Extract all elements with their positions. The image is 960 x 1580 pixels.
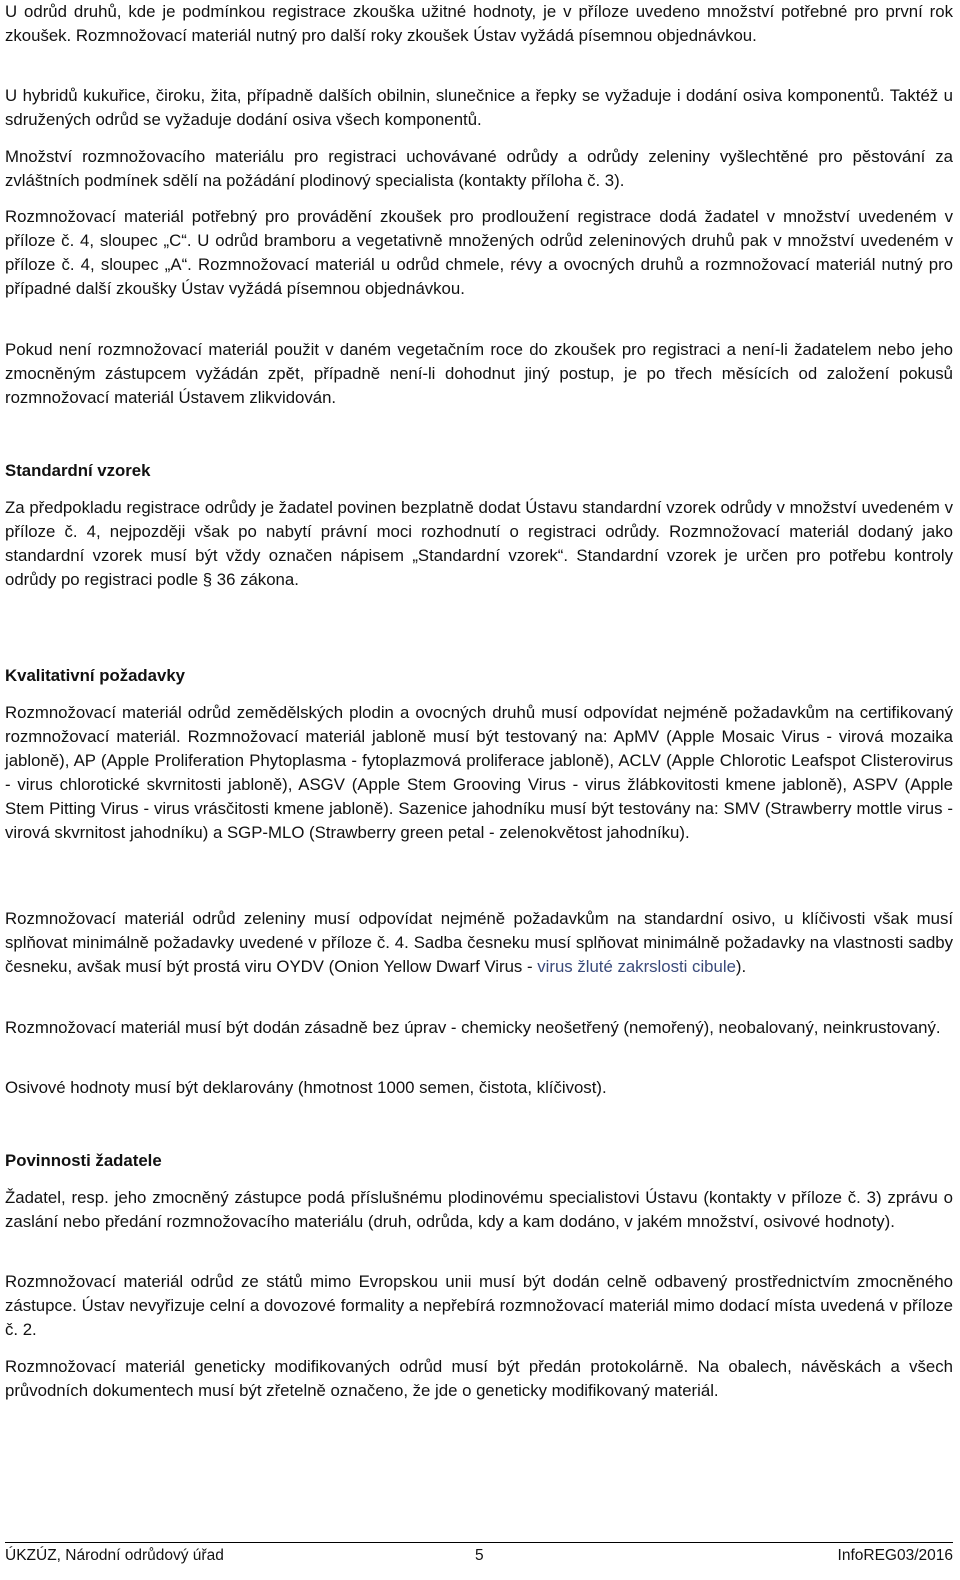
onion-virus-note: virus žluté zakrslosti cibule: [537, 957, 736, 976]
footer-document-id: InfoREG03/2016: [837, 1547, 953, 1564]
page-footer: [5, 1544, 953, 1568]
paragraph-vegetable-material: [5, 907, 953, 979]
paragraph-standard-sample: Za předpokladu registrace odrůdy je žadatel povinen bezplatně dodat Ústavu standardní vzorek odrůdy v množství uvedeném v příloze č. 4, nejpozději však po nabytí právní moci rozhodnutí o registraci odrůdy. Rozmnožovací materiál dodaný jako standardní vzorek musí být vždy označen nápisem „Standardní vzorek“. Standardní vzorek je určen pro potřebu kontroly odrůdy po registraci podle § 36 zákona.: [5, 498, 953, 589]
paragraph-yield-trials: U odrůd druhů, kde je podmínkou registrace zkouška užitné hodnoty, je v příloze uvedeno množství potřebné pro první rok zkoušek. Rozmnožovací materiál nutný pro další roky zkoušek Ústav vyžádá písemnou objednávkou.: [5, 2, 953, 45]
footer-page-number: 5: [475, 1547, 484, 1564]
paragraph-seed-values: Osivové hodnoty musí být deklarovány (hmotnost 1000 semen, čistota, klíčivost).: [5, 1078, 607, 1097]
paragraph-disposal: Pokud není rozmnožovací materiál použit v daném vegetačním roce do zkoušek pro registraci a není-li žadatelem nebo jeho zmocněným zástupcem vyžádán zpět, případně není-li dohodnut jiný postup, je po třech měsících od založení pokusů rozmnožovací materiál Ústavem zlikvidován.: [5, 340, 953, 407]
heading-applicant-duties: Povinnosti žadatele: [5, 1151, 162, 1170]
vegetable-text: Rozmnožovací materiál odrůd zeleniny musí odpovídat nejméně požadavkům na standardní osivo, u klíčivosti však musí splňovat minimálně požadavky uvedené v příloze č. 4. Sadba česneku musí splňovat minimálně požadavky na vlastnosti sadby česneku, avšak musí být prostá viru OYDV (Onion Yellow Dwarf Virus -: [5, 909, 953, 976]
paragraph-report-shipment: Žadatel, resp. jeho zmocněný zástupce podá příslušnému plodinovému specialistovi Ústavu (kontakty v příloze č. 3) zprávu o zaslání nebo předání rozmnožovacího materiálu (druh, odrůda, kdy a kam dodáno, v jakém množství, osivové hodnoty).: [5, 1188, 953, 1231]
paragraph-certified-material: Rozmnožovací materiál odrůd zemědělských plodin a ovocných druhů musí odpovídat nejméně požadavkům na certifikovaný rozmnožovací materiál. Rozmnožovací materiál jabloně musí být testovaný na: ApMV (Apple Mosaic Virus - virová mozaika jabloně), AP (Apple Proliferation Phytoplasma - fytoplazmová proliferace jabloně), ACLV (Apple Chlorotic Leafspot Clisterovirus - virus chlorotické skvrnitosti jabloně), ASGV (Apple Stem Grooving Virus - virus žlábkovitosti kmene jabloně), ASPV (Apple Stem Pitting Virus - virus vrásčitosti kmene jabloně). Sazenice jahodníku musí být testovány na: SMV (Strawberry mottle virus - virová skvrnitost jahodníku) a SGP-MLO (Strawberry green petal - zelenokvětost jahodníku).: [5, 703, 953, 842]
vegetable-text-end: ).: [735, 957, 747, 976]
footer-organization: ÚKZÚZ, Národní odrůdový úřad: [5, 1547, 224, 1564]
paragraph-gmo-material: Rozmnožovací materiál geneticky modifikovaných odrůd musí být předán protokolárně. Na obalech, návěskách a všech průvodních dokumentech musí být zřetelně označeno, že jde o geneticky modifikovaný materiál.: [5, 1357, 953, 1400]
paragraph-registration-extension: Rozmnožovací materiál potřebný pro provádění zkoušek pro prodloužení registrace dodá žadatel v množství uvedeném v příloze č. 4, sloupec „C“. U odrůd bramboru a vegetativně množených odrůd zeleninových druhů pak v množství uvedeném v příloze č. 4, sloupec „A“. Rozmnožovací materiál u odrůd chmele, révy a ovocných druhů a rozmnožovací materiál nutný pro případné další zkoušky Ústav vyžádá písemnou objednávkou.: [5, 207, 953, 298]
paragraph-non-eu-material: Rozmnožovací materiál odrůd ze států mimo Evropskou unii musí být dodán celně odbavený prostřednictvím zmocněného zástupce. Ústav nevyřizuje celní a dovozové formality a nepřebírá rozmnožovací materiál mimo dodací místa uvedená v příloze č. 2.: [5, 1272, 953, 1339]
paragraph-untreated: Rozmnožovací materiál musí být dodán zásadně bez úprav - chemicky neošetřený (nemořený), neobalovaný, neinkrustovaný.: [5, 1018, 941, 1037]
footer-divider: [5, 1542, 953, 1543]
paragraph-hybrids: U hybridů kukuřice, čiroku, žita, případně dalších obilnin, slunečnice a řepky se vyžaduje i dodání osiva komponentů. Taktéž u sdružených odrůd se vyžaduje dodání osiva všech komponentů.: [5, 86, 953, 129]
heading-quality-requirements: Kvalitativní požadavky: [5, 666, 185, 685]
heading-standard-sample: Standardní vzorek: [5, 461, 151, 480]
paragraph-maintained-varieties: Množství rozmnožovacího materiálu pro registraci uchovávané odrůdy a odrůdy zeleniny vyšlechtěné pro pěstování za zvláštních podmínek sdělí na požádání plodinový specialista (kontakty příloha č. 3).: [5, 147, 953, 190]
